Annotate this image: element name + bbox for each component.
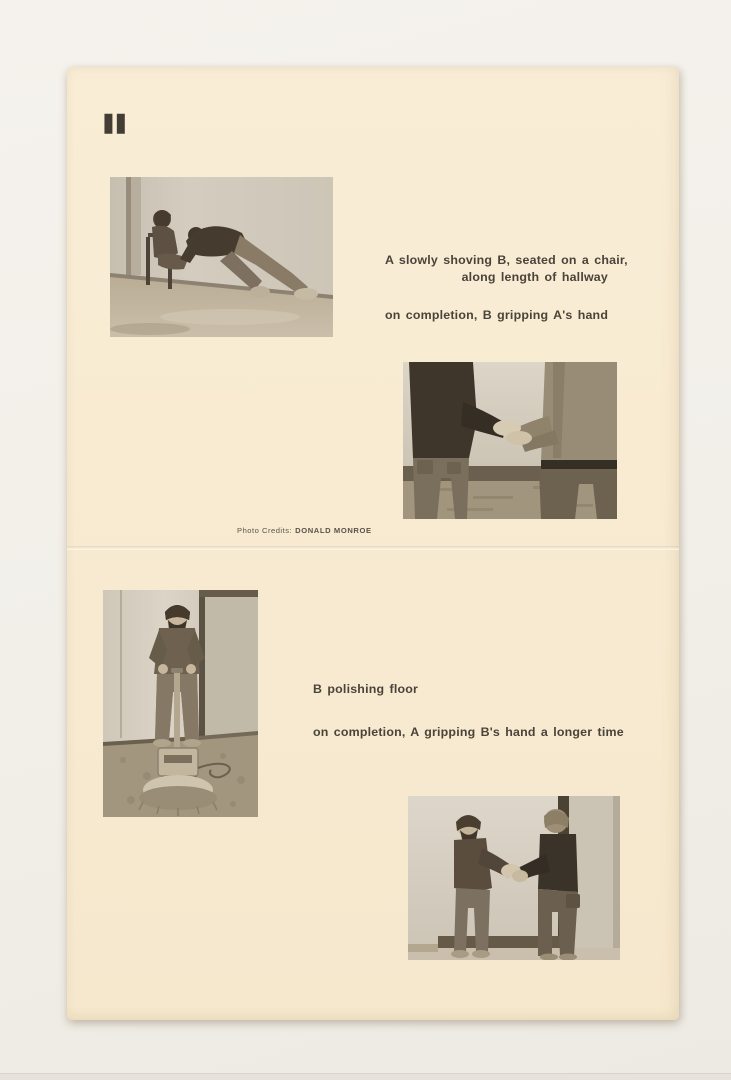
booklet-spread: [67, 67, 679, 1020]
photo-grip-full-illustration: [408, 796, 620, 960]
photo-credit-label: Photo Credits:: [237, 526, 293, 535]
photo-b-polishing-floor: [103, 590, 258, 817]
caption-completion-top: on completion, B gripping A's hand: [385, 308, 609, 322]
photo-b-gripping-a-hand: [403, 362, 617, 519]
section-numeral: II: [103, 109, 128, 139]
caption-action-top: [385, 252, 628, 286]
photo-credit-name: DONALD MONROE: [295, 526, 372, 535]
photo-grip-closeup-illustration: [403, 362, 617, 519]
fold-crease: [67, 546, 679, 550]
photo-a-shoving-b-on-chair: [110, 177, 333, 337]
caption-action-top-line2: along length of hallway: [461, 270, 608, 284]
photo-a-gripping-b-hand: [408, 796, 620, 960]
backdrop-table-edge: [0, 1073, 731, 1080]
caption-action-bottom: B polishing floor: [313, 682, 419, 696]
photo-polish-illustration: [103, 590, 258, 817]
caption-completion-bottom: on completion, A gripping B's hand a longer time: [313, 725, 624, 739]
photo-credit: [237, 526, 372, 535]
caption-action-top-line1: A slowly shoving B, seated on a chair,: [385, 253, 628, 267]
photo-shove-illustration: [110, 177, 333, 337]
